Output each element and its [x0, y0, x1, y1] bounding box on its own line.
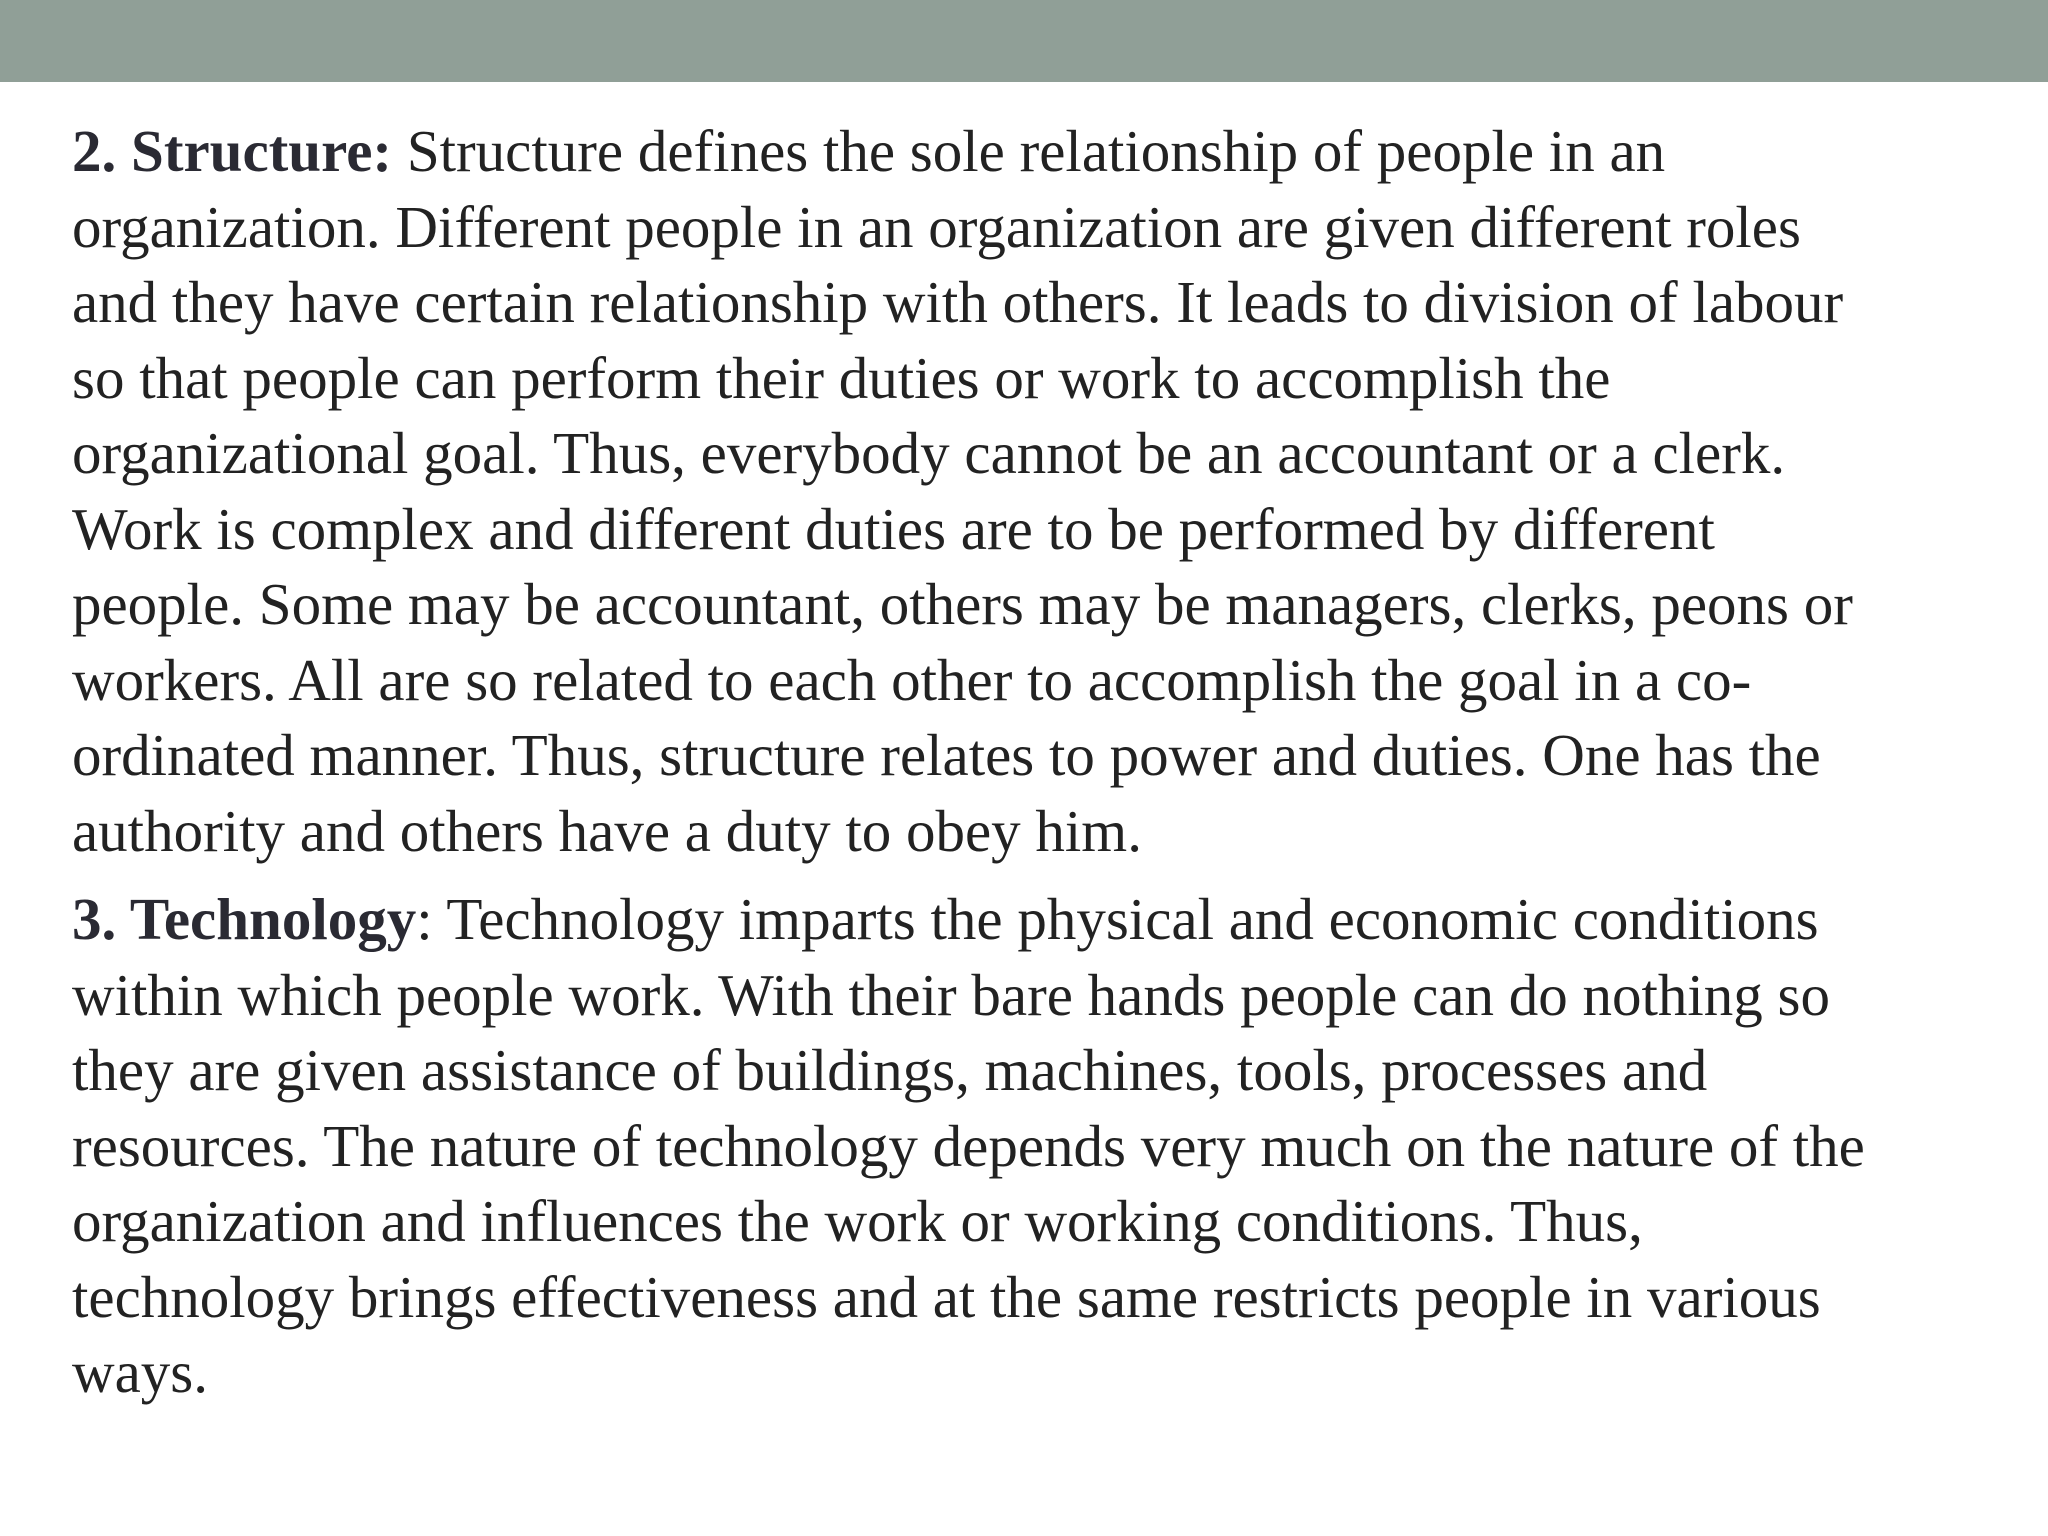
text-line: Work is complex and different duties are to be performed by different — [72, 495, 1715, 562]
text-line: within which people work. With their bare hands people can do nothing so — [72, 961, 1830, 1028]
text-line: workers. All are so related to each other to accomplish the goal in a co- — [72, 646, 1752, 713]
text-line: ordinated manner. Thus, structure relates to power and duties. One has the — [72, 722, 1821, 788]
slide-body — [72, 114, 2002, 1411]
header-bar — [0, 0, 2048, 82]
technology-paragraph — [72, 882, 2002, 1411]
structure-paragraph — [72, 114, 2002, 869]
technology-heading: 3. Technology — [72, 886, 417, 952]
text-line — [72, 882, 2002, 958]
structure-heading: 2. Structure: — [72, 118, 393, 184]
text-line: resources. The nature of technology depends very much on the nature of the — [72, 1112, 1865, 1179]
text-line: authority and others have a duty to obey him. — [72, 797, 1142, 864]
text-line: ways. — [72, 1339, 209, 1405]
text-line-content: Technology imparts the physical and economic conditions — [432, 886, 1819, 952]
text-line: and they have certain relationship with others. It leads to division of labour — [72, 269, 1844, 335]
text-line: organizational goal. Thus, everybody cannot be an accountant or a clerk. — [72, 420, 1786, 486]
technology-heading-tail: : — [416, 886, 433, 952]
text-line: they are given assistance of buildings, machines, tools, processes and — [72, 1037, 1708, 1103]
text-line: people. Some may be accountant, others may be managers, clerks, peons or — [72, 571, 1853, 637]
text-line: organization and influences the work or working conditions. Thus, — [72, 1188, 1643, 1254]
text-line-content: Structure defines the sole relationship of people in an — [392, 118, 1666, 184]
text-line: organization. Different people in an organization are given different roles — [72, 193, 1801, 260]
text-line: so that people can perform their duties or work to accomplish the — [72, 344, 1611, 411]
text-line: technology brings effectiveness and at the same restricts people in various — [72, 1263, 1821, 1330]
text-line — [72, 114, 2002, 190]
